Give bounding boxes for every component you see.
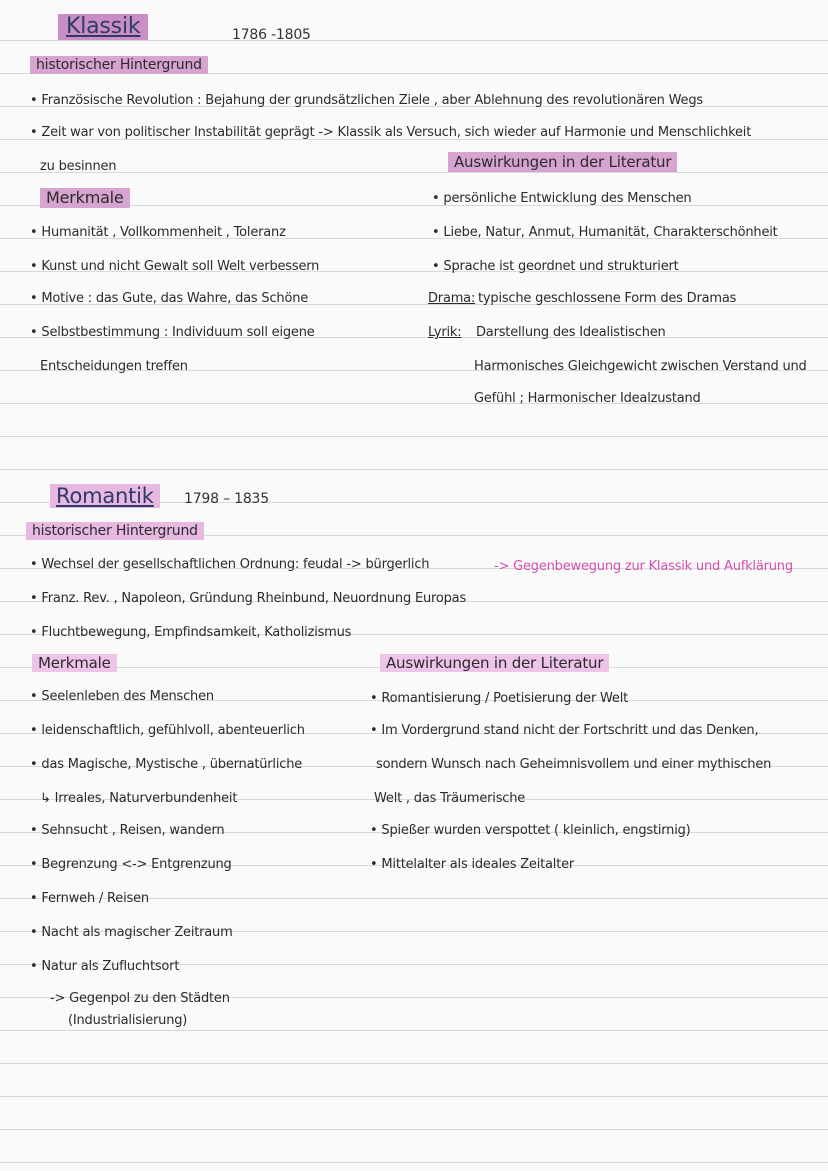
romantik-auswirkung: Welt , das Träumerische [374,791,526,806]
klassik-merkmal: • Kunst und nicht Gewalt soll Welt verbessern [30,259,320,274]
drama-text: typische geschlossene Form des Dramas [478,291,737,306]
romantik-title: Romantik [50,484,160,508]
romantik-merkmal: • Begrenzung <-> Entgrenzung [30,857,232,872]
romantik-auswirkung: • Mittelalter als ideales Zeitalter [370,857,575,872]
romantik-merkmal: • Sehnsucht , Reisen, wandern [30,823,225,838]
romantik-merkmal: (Industrialisierung) [68,1013,188,1028]
romantik-hintergrund-line: • Wechsel der gesellschaftlichen Ordnung: feudal -> bürgerlich [30,557,430,572]
lyrik-line: Darstellung des Idealistischen [476,325,666,340]
romantik-auswirkung: sondern Wunsch nach Geheimnisvollem und einer mythischen [376,757,772,772]
romantik-merkmal: • Nacht als magischer Zeitraum [30,925,233,940]
klassik-merkmal: Entscheidungen treffen [40,359,188,374]
lyrik-label: Lyrik: [428,325,462,340]
romantik-hintergrund-heading: historischer Hintergrund [26,522,204,540]
romantik-auswirkung: • Romantisierung / Poetisierung der Welt [370,691,629,706]
lyrik-line: Gefühl ; Harmonischer Idealzustand [474,391,701,406]
romantik-dates: 1798 – 1835 [184,491,269,507]
romantik-hintergrund-line: • Fluchtbewegung, Empfindsamkeit, Katholizismus [30,625,352,640]
romantik-merkmal: • Natur als Zufluchtsort [30,959,180,974]
romantik-merkmal: • Fernweh / Reisen [30,891,149,906]
klassik-hintergrund-heading: historischer Hintergrund [30,56,208,74]
klassik-dates: 1786 -1805 [232,27,311,43]
klassik-merkmal: • Selbstbestimmung : Individuum soll eigene [30,325,315,340]
klassik-title: Klassik [58,14,148,40]
romantik-merkmal: -> Gegenpol zu den Städten [50,991,230,1006]
lyrik-line: Harmonisches Gleichgewicht zwischen Verstand und [474,359,807,374]
klassik-auswirkung: • Liebe, Natur, Anmut, Humanität, Charakterschönheit [432,225,778,240]
romantik-auswirkungen-heading: Auswirkungen in der Literatur [380,654,609,672]
klassik-auswirkung: • persönliche Entwicklung des Menschen [432,191,692,206]
romantik-merkmal: • das Magische, Mystische , übernatürliche [30,757,303,772]
drama-label: Drama: [428,291,476,306]
klassik-auswirkungen-heading: Auswirkungen in der Literatur [448,152,677,172]
klassik-hintergrund-line: • Französische Revolution : Bejahung der grundsätzlichen Ziele , aber Ablehnung des revolutionären Wegs [30,93,703,108]
klassik-merkmal: • Motive : das Gute, das Wahre, das Schöne [30,291,309,306]
romantik-auswirkung: • Spießer wurden verspottet ( kleinlich, engstirnig) [370,823,691,838]
klassik-merkmale-heading: Merkmale [40,188,130,208]
gegenbewegung-note: -> Gegenbewegung zur Klassik und Aufklärung [494,559,793,574]
klassik-hintergrund-line: zu besinnen [40,159,117,174]
klassik-hintergrund-line: • Zeit war von politischer Instabilität geprägt -> Klassik als Versuch, sich wieder auf Harmonie und Menschlichkeit [30,125,752,140]
romantik-merkmal: • Seelenleben des Menschen [30,689,214,704]
romantik-auswirkung: • Im Vordergrund stand nicht der Fortschritt und das Denken, [370,723,759,738]
romantik-hintergrund-line: • Franz. Rev. , Napoleon, Gründung Rheinbund, Neuordnung Europas [30,591,467,606]
romantik-merkmal: • leidenschaftlich, gefühlvoll, abenteuerlich [30,723,305,738]
klassik-auswirkung: • Sprache ist geordnet und strukturiert [432,259,679,274]
romantik-merkmale-heading: Merkmale [32,654,117,672]
romantik-merkmal: ↳ Irreales, Naturverbundenheit [40,791,238,806]
klassik-merkmal: • Humanität , Vollkommenheit , Toleranz [30,225,286,240]
